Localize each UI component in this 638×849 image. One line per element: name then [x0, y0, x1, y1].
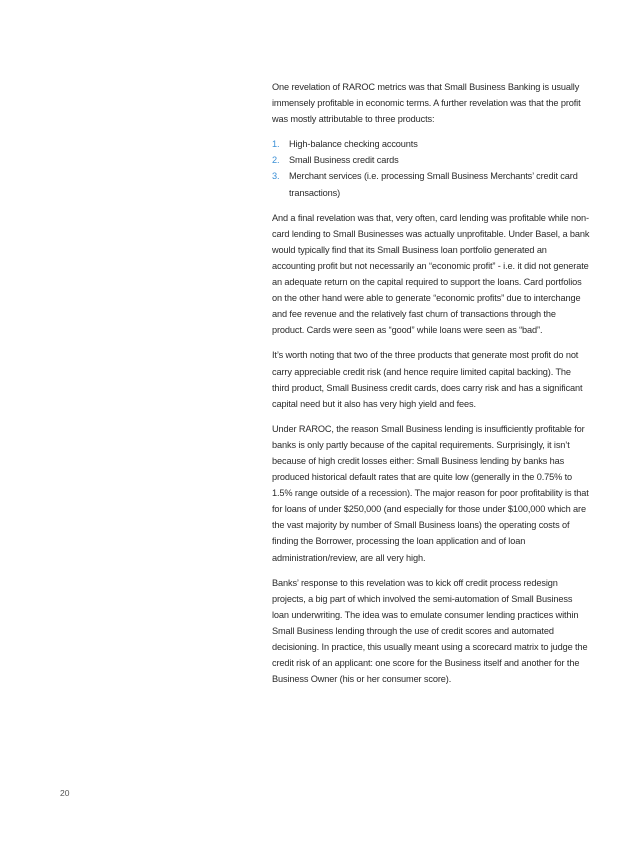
list-item [272, 152, 590, 168]
body-text [272, 79, 590, 696]
list-item-text: High-balance checking accounts [289, 139, 418, 150]
list-number: 2. [272, 155, 280, 166]
list-number: 1. [272, 139, 280, 150]
product-list [272, 136, 590, 200]
list-item [272, 168, 590, 200]
list-number: 3. [272, 171, 280, 182]
paragraph-credit-risk: It’s worth noting that two of the three products that generate most profit do not carry appreciable credit risk (and hence require limited capital backing). The third product, Small Business credit cards, does carry risk and has a significant capital need but it also has very high yield and fees. [272, 350, 583, 409]
list-item-text: Merchant services (i.e. processing Small Business Merchants’ credit card transactions) [289, 171, 578, 198]
paragraph-banks-response: Banks’ response to this revelation was to kick off credit process redesign projects, a big part of which involved the semi-automation of Small Business loan underwriting. The idea was to emulate consumer lending practices within Small Business lending through the use of credit scores and automated decisioning. In practice, this usually meant using a scorecard matrix to judge the credit risk of an applicant: one score for the Business itself and another for the Business Owner (his or her consumer score). [272, 577, 588, 685]
paragraph-card-lending: And a final revelation was that, very often, card lending was profitable while non-card lending to Small Businesses was actually unprofitable. Under Basel, a bank would typically find that its Small Business loan portfolio generated an accounting profit but not necessarily an “economic profit” - i.e. it did not generate an adequate return on the capital required to support the loans. Card portfolios on the other hand were able to generate “economic profits” due to interchange and fee revenue and the relatively fast churn of transactions through the product. Cards were seen as “good” while loans were seen as “bad”. [272, 212, 590, 336]
list-item [272, 136, 590, 152]
page-number: 20 [60, 788, 70, 798]
list-item-text: Small Business credit cards [289, 155, 399, 166]
paragraph-raroc-reason: Under RAROC, the reason Small Business lending is insufficiently profitable for banks is only partly because of the capital requirements. Surprisingly, it isn’t because of high credit losses either: Small Business lending by banks has produced historical default rates that are quite low (generally in the 0.75% to 1.5% range outside of a recession). The major reason for poor profitability is that for loans of under $250,000 (and especially for those under $100,000 which are the vast majority by number of Small Business loans) the operating costs of finding the Borrower, processing the loan application and of loan administration/review, are all very high. [272, 423, 589, 563]
paragraph-intro: One revelation of RAROC metrics was that Small Business Banking is usually immensely profitable in economic terms. A further revelation was that the profit was mostly attributable to three products: [272, 82, 581, 125]
